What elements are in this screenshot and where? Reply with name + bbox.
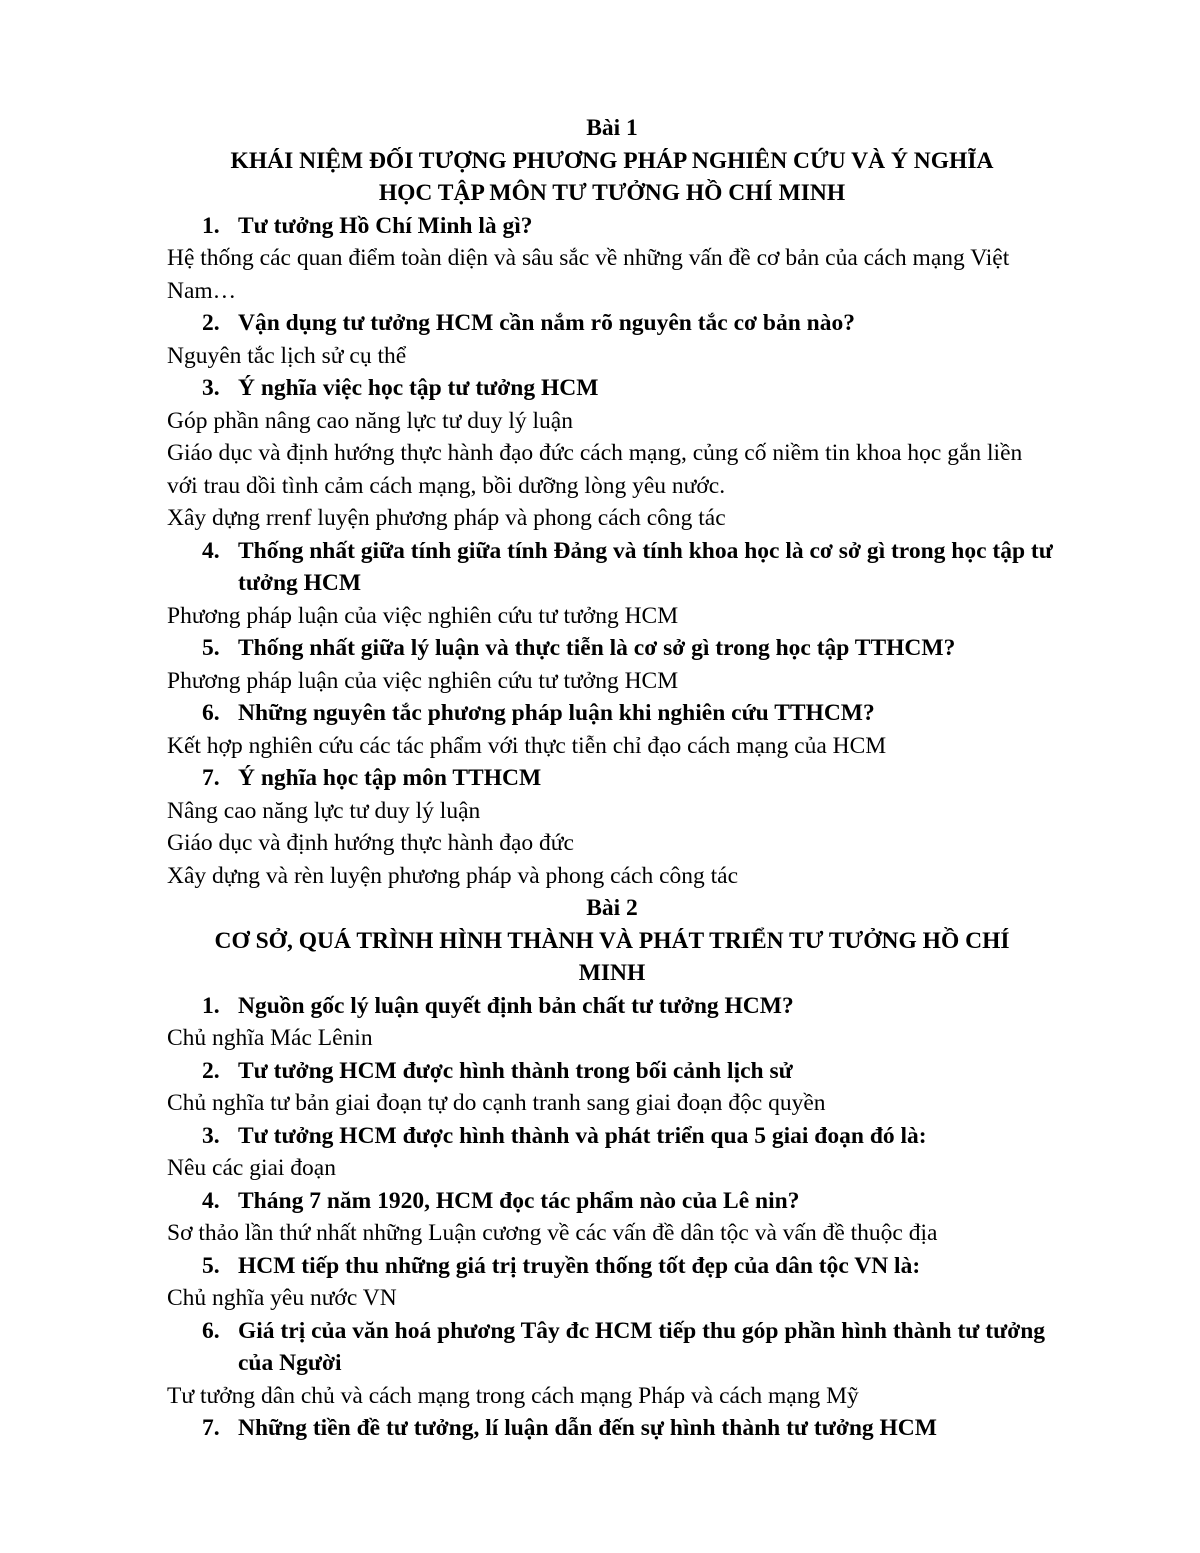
answer: Góp phần nâng cao năng lực tư duy lý luận <box>167 407 573 434</box>
question <box>167 632 1057 665</box>
question-number: 7. <box>202 765 220 791</box>
question <box>167 1055 1057 1088</box>
question <box>167 1412 1057 1445</box>
question-number: 3. <box>202 375 220 401</box>
answer: Nâng cao năng lực tư duy lý luận <box>167 797 481 824</box>
answer: Chủ nghĩa tư bản giai đoạn tự do cạnh tranh sang giai đoạn độc quyền <box>167 1090 826 1116</box>
lesson-number: Bài 2 <box>586 895 638 921</box>
answer: Hệ thống các quan điểm toàn diện và sâu sắc về những vấn đề cơ bản của cách mạng Việt Nam… <box>167 245 1010 304</box>
answer: Chủ nghĩa Mác Lênin <box>167 1025 373 1051</box>
question-text: Những nguyên tắc phương pháp luận khi nghiên cứu TTHCM? <box>238 700 875 726</box>
question <box>167 990 1057 1023</box>
question-text: Tư tưởng HCM được hình thành trong bối cảnh lịch sử <box>238 1057 793 1084</box>
answer: Xây dựng và rèn luyện phương pháp và phong cách công tác <box>167 862 739 889</box>
lesson-title-line: HỌC TẬP MÔN TƯ TƯỞNG HỒ CHÍ MINH <box>378 180 846 206</box>
answer: Tư tưởng dân chủ và cách mạng trong cách mạng Pháp và cách mạng Mỹ <box>167 1382 859 1409</box>
question-text: Tư tưởng Hồ Chí Minh là gì? <box>238 212 533 239</box>
question-text: Thống nhất giữa lý luận và thực tiễn là cơ sở gì trong học tập TTHCM? <box>238 635 956 661</box>
question <box>167 1315 1057 1380</box>
question <box>167 307 1057 340</box>
question-number: 2. <box>202 1057 220 1084</box>
answer: Sơ thảo lần thứ nhất những Luận cương về các vấn đề dân tộc và vấn đề thuộc địa <box>167 1220 938 1246</box>
question-number: 6. <box>202 700 220 726</box>
question <box>167 1120 1057 1153</box>
question <box>167 210 1057 243</box>
question-number: 6. <box>202 1317 220 1344</box>
question-text: Nguồn gốc lý luận quyết định bản chất tư tưởng HCM? <box>238 992 794 1019</box>
question <box>167 697 1057 730</box>
question-text: Ý nghĩa học tập môn TTHCM <box>238 765 542 791</box>
answer: Nguyên tắc lịch sử cụ thể <box>167 342 407 369</box>
lesson-title-line: MINH <box>578 960 646 986</box>
answer: Phương pháp luận của việc nghiên cứu tư tưởng HCM <box>167 602 679 629</box>
question <box>167 1185 1057 1218</box>
question-number: 7. <box>202 1415 220 1441</box>
question-number: 5. <box>202 1252 220 1279</box>
question-text: Thống nhất giữa tính giữa tính Đảng và tính khoa học là cơ sở gì trong học tập tư tưởng HCM <box>238 537 1053 596</box>
answer: Chủ nghĩa yêu nước VN <box>167 1285 397 1311</box>
lesson-title-line: CƠ SỞ, QUÁ TRÌNH HÌNH THÀNH VÀ PHÁT TRIỂN TƯ TƯỞNG HỒ CHÍ <box>214 927 1010 954</box>
question <box>167 372 1057 405</box>
document-content <box>167 112 1057 1445</box>
question-text: Những tiền đề tư tưởng, lí luận dẫn đến sự hình thành tư tưởng HCM <box>238 1415 937 1441</box>
question-number: 1. <box>202 992 220 1019</box>
question-number: 3. <box>202 1122 220 1149</box>
answer: Xây dựng rrenf luyện phương pháp và phong cách công tác <box>167 505 726 531</box>
answer: Giáo dục và định hướng thực hành đạo đức cách mạng, củng cố niềm tin khoa học gắn liền với trau dồi tình cảm cách mạng, bồi dưỡng lòng yêu nước. <box>167 440 1023 499</box>
question-text: Tháng 7 năm 1920, HCM đọc tác phẩm nào của Lê nin? <box>238 1187 800 1214</box>
lesson-number: Bài 1 <box>586 115 638 141</box>
question-text: Ý nghĩa việc học tập tư tưởng HCM <box>238 375 599 401</box>
question-number: 5. <box>202 635 220 661</box>
question <box>167 762 1057 795</box>
lesson-title-line: KHÁI NIỆM ĐỐI TƯỢNG PHƯƠNG PHÁP NGHIÊN CỨU VÀ Ý NGHĨA <box>230 147 994 174</box>
answer: Kết hợp nghiên cứu các tác phẩm với thực tiễn chỉ đạo cách mạng của HCM <box>167 732 887 759</box>
question-number: 1. <box>202 212 220 239</box>
question-text: Vận dụng tư tưởng HCM cần nắm rõ nguyên tắc cơ bản nào? <box>238 310 855 336</box>
question-text: Tư tưởng HCM được hình thành và phát triển qua 5 giai đoạn đó là: <box>238 1122 927 1149</box>
question-number: 2. <box>202 310 220 336</box>
question-number: 4. <box>202 1187 220 1214</box>
question <box>167 535 1057 600</box>
question-text: HCM tiếp thu những giá trị truyền thống tốt đẹp của dân tộc VN là: <box>238 1252 921 1279</box>
answer: Phương pháp luận của việc nghiên cứu tư tưởng HCM <box>167 667 679 694</box>
question <box>167 1250 1057 1283</box>
answer: Giáo dục và định hướng thực hành đạo đức <box>167 830 574 856</box>
question-text: Giá trị của văn hoá phương Tây đc HCM tiếp thu góp phần hình thành tư tưởng của Người <box>238 1317 1046 1376</box>
question-number: 4. <box>202 537 220 564</box>
answer: Nêu các giai đoạn <box>167 1155 336 1181</box>
